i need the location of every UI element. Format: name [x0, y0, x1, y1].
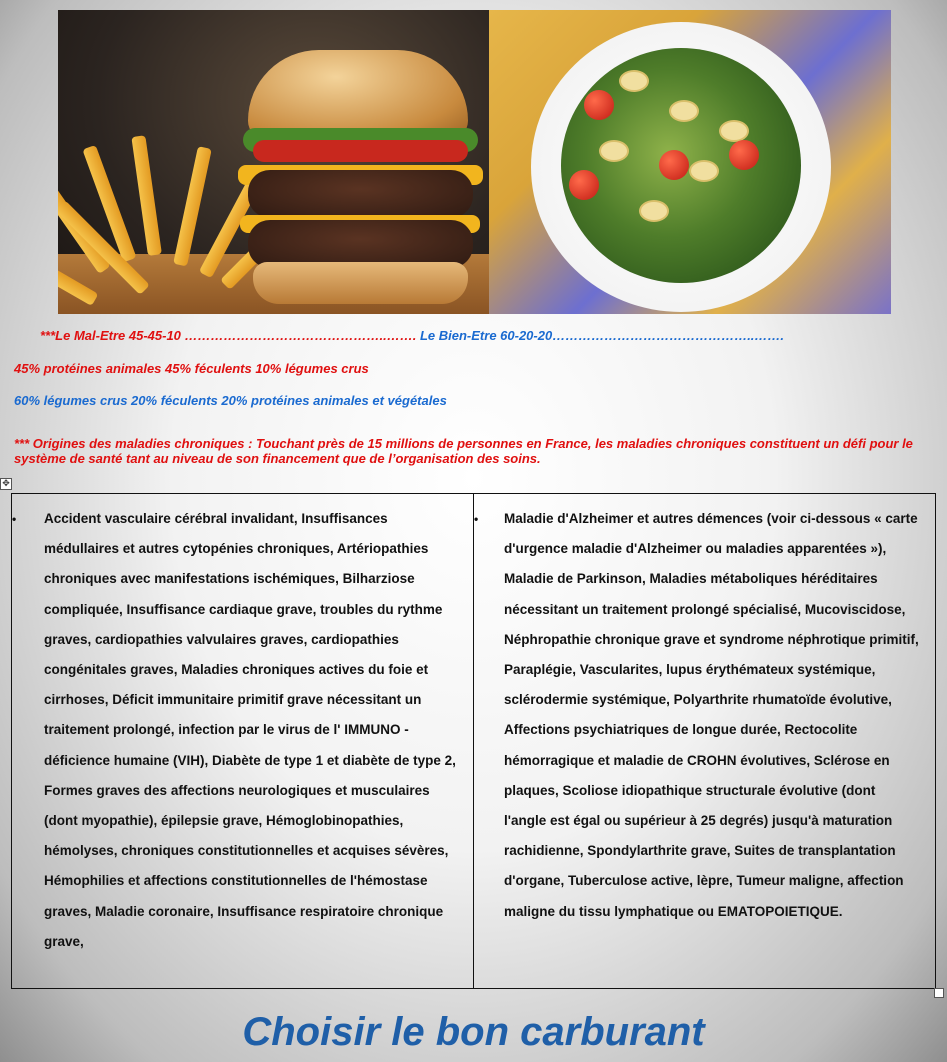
bun-top	[248, 50, 468, 140]
ratio-bien-etre: 60% légumes crus 20% féculents 20% protéines animales et végétales	[14, 393, 447, 408]
bun-bottom	[253, 262, 468, 304]
bullet-icon: •	[12, 512, 17, 526]
origins-paragraph: *** Origines des maladies chroniques : Touchant près de 15 millions de personnes en France, les maladies chroniques constituent un défi pour le système de santé tant au niveau de son financement que de l’organisation des soins.	[14, 436, 913, 466]
salad-image	[489, 10, 891, 314]
resize-icon[interactable]	[934, 988, 944, 998]
patty	[248, 220, 473, 268]
move-icon[interactable]: ✥	[0, 478, 12, 490]
right-cell-text: Maladie d'Alzheimer et autres démences (voir ci-dessous « carte d'urgence maladie d'Alzheimer ou maladies apparentées »), Maladie de Parkinson, Maladies métaboliques héréditaires nécessitant un traitement prolongé spécialisé, Mucoviscidose, Néphropathie chronique grave et syndrome néphrotique primitif, Paraplégie, Vascularites, lupus érythémateux systémique, sclérodermie systémique, Polyarthrite rhumatoïde évolutive, Affections psychiatriques de longue durée, Rectocolite hémorragique et maladie de CROHN évolutives, Sclérose en plaques, Scoliose idiopathique structurale évolutive (dont l'angle est égal ou supérieur à 25 degrés) jusqu'à maturation rachidienne, Spondylarthrite grave, Suites de transplantation d'organe, Tuberculose active, lèpre, Tumeur maligne, affection maligne du tissu lymphatique ou EMATOPOIETIQUE.	[504, 511, 919, 919]
patty	[248, 170, 473, 218]
table-cell-right	[474, 494, 935, 988]
ratio-mal-etre: 45% protéines animales 45% féculents 10% légumes crus	[14, 361, 369, 376]
burger-image	[58, 10, 489, 314]
tomato-slice	[253, 140, 468, 162]
headline	[40, 328, 784, 343]
mal-etre-label: ***Le Mal-Etre 45-45-10 ………………………………………..…….	[40, 328, 417, 343]
header-photos	[58, 10, 891, 314]
diseases-table	[11, 493, 936, 989]
slogan: Choisir le bon carburant	[242, 1010, 705, 1054]
left-cell-text: Accident vasculaire cérébral invalidant, Insuffisances médullaires et autres cytopénies chroniques, Artériopathies chroniques avec manifestations ischémiques, Bilharziose compliquée, Insuffisance cardiaque grave, troubles du rythme graves, cardiopathies valvulaires graves, cardiopathies congénitales graves, Maladies chroniques actives du foie et cirrhoses, Déficit immunitaire primitif grave nécessitant un traitement prolongé, infection par le virus de l' IMMUNO - déficience humaine (VIH), Diabète de type 1 et diabète de type 2, Formes graves des affections neurologiques et musculaires (dont myopathie), épilepsie grave, Hémoglobinopathies, hémolyses, chroniques constitutionnelles et acquises sévères, Hémophilies et affections constitutionnelles de l'hémostase graves, Maladie coronaire, Insuffisance respiratoire chronique grave,	[44, 511, 456, 949]
table-cell-left	[12, 494, 474, 988]
bien-etre-label: Le Bien-Etre 60-20-20………………………………………..…….	[416, 328, 785, 343]
bullet-icon: •	[474, 512, 479, 526]
